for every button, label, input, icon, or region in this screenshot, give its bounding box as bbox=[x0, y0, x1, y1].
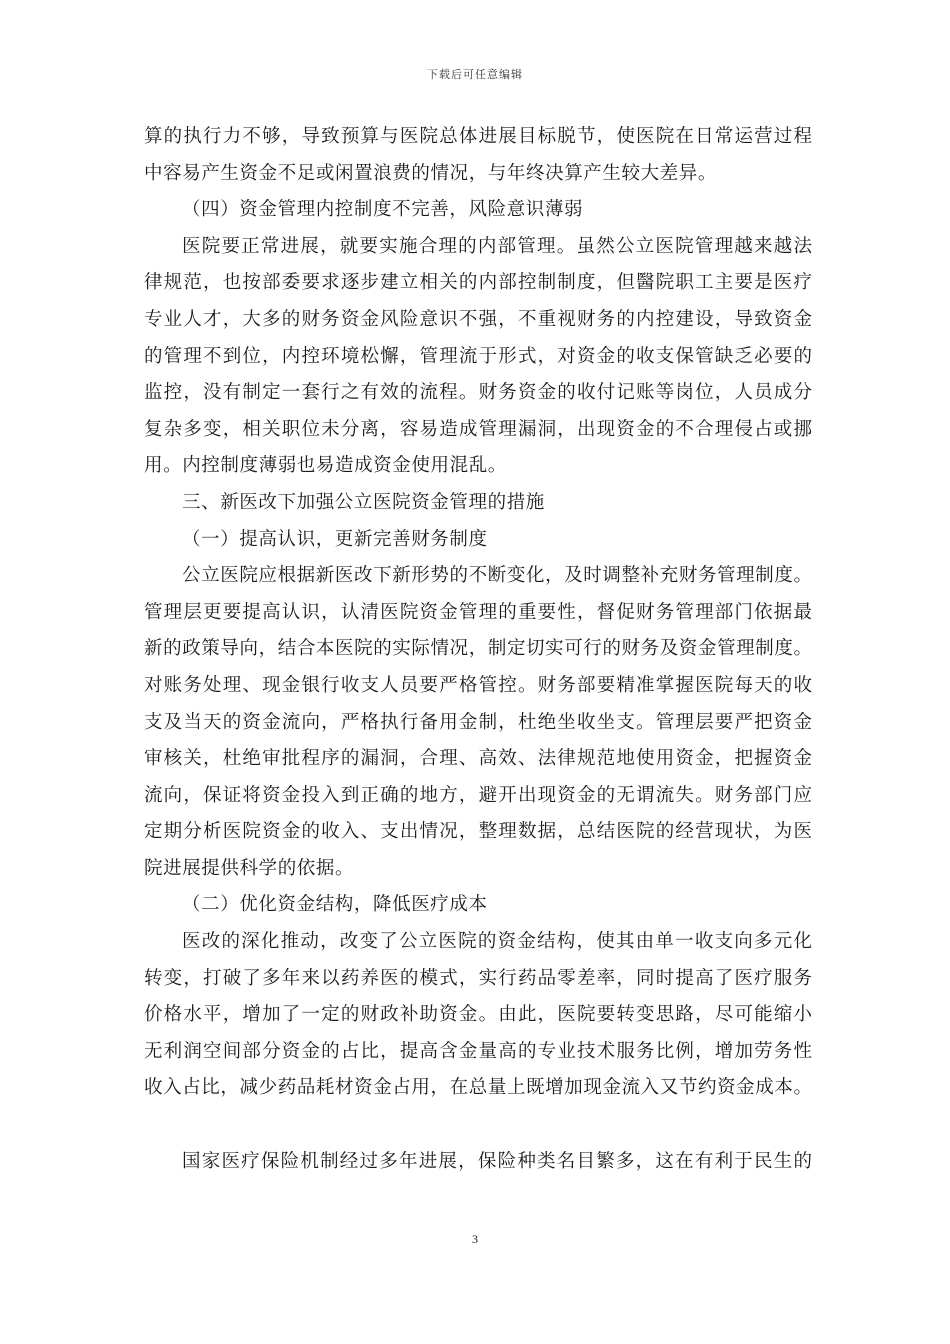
text-line: 对账务处理、现金银行收支人员要严格管控。财务部要精准掌握医院每天的收 bbox=[144, 674, 812, 696]
paragraph-gap bbox=[144, 1107, 812, 1144]
text-line: 收入占比，减少药品耗材资金占用，在总量上既增加现金流入又节约资金成本。 bbox=[144, 1077, 812, 1099]
text-line: 新的政策导向，结合本医院的实际情况，制定切实可行的财务及资金管理制度。 bbox=[144, 638, 812, 660]
text-line: 律规范，也按部委要求逐步建立相关的内部控制制度，但醫院职工主要是医疗 bbox=[144, 272, 812, 294]
text-line: 算的执行力不够，导致预算与医院总体进展目标脱节，使医院在日常运营过程 bbox=[144, 126, 812, 147]
text-line: 管理层更要提高认识，认清医院资金管理的重要性，督促财务管理部门依据最 bbox=[144, 601, 812, 623]
text-line: 专业人才，大多的财务资金风险意识不强，不重视财务的内控建设，导致资金 bbox=[144, 308, 812, 330]
text-line: 转变，打破了多年来以药养医的模式，实行药品零差率，同时提高了医疗服务 bbox=[144, 967, 812, 989]
section-heading: （二）优化资金结构，降低医疗成本 bbox=[182, 894, 488, 916]
text-line: 无利润空间部分资金的占比，提高含金量高的专业技术服务比例，增加劳务性 bbox=[144, 1040, 812, 1062]
text-line: 定期分析医院资金的收入、支出情况，整理数据，总结医院的经营现状，为医 bbox=[144, 821, 812, 843]
text-line: 监控，没有制定一套行之有效的流程。财务资金的收付记账等岗位，人员成分 bbox=[144, 382, 812, 404]
text-line: 审核关，杜绝审批程序的漏洞，合理、高效、法律规范地使用资金，把握资金 bbox=[144, 748, 812, 770]
text-line: 国家医疗保险机制经过多年进展，保险种类名目繁多，这在有利于民生的 bbox=[182, 1150, 812, 1172]
page-header: 下载后可任意编辑 bbox=[427, 68, 523, 81]
text-line: 复杂多变，相关职位未分离，容易造成管理漏洞，出现资金的不合理侵占或挪 bbox=[144, 418, 812, 440]
text-line: 院进展提供科学的依据。 bbox=[144, 857, 355, 879]
text-line: 的管理不到位，内控环境松懈，管理流于形式，对资金的收支保管缺乏必要的 bbox=[144, 345, 812, 367]
text-line: 医改的深化推动，改变了公立医院的资金结构，使其由单一收支向多元化 bbox=[182, 931, 812, 953]
text-line: 支及当天的资金流向，严格执行备用金制，杜绝坐收坐支。管理层要严把资金 bbox=[144, 711, 812, 733]
page-number: 3 bbox=[472, 1232, 478, 1246]
text-line: 公立医院应根据新医改下新形势的不断变化，及时调整补充财务管理制度。 bbox=[182, 565, 812, 587]
section-heading: 三、新医改下加强公立医院资金管理的措施 bbox=[182, 491, 545, 513]
section-heading: （一）提高认识，更新完善财务制度 bbox=[182, 528, 488, 550]
text-line: 医院要正常进展，就要实施合理的内部管理。虽然公立医院管理越来越法 bbox=[182, 235, 812, 257]
text-line: 价格水平，增加了一定的财政补助资金。由此，医院要转变思路，尽可能缩小 bbox=[144, 1004, 812, 1026]
text-line: 中容易产生资金不足或闲置浪费的情况，与年终决算产生较大差异。 bbox=[144, 162, 718, 184]
document-body bbox=[144, 119, 812, 1180]
text-line: 流向，保证将资金投入到正确的地方，避开出现资金的无谓流失。财务部门应 bbox=[144, 784, 812, 806]
text-line: 用。内控制度薄弱也易造成资金使用混乱。 bbox=[144, 455, 507, 477]
section-heading: （四）资金管理内控制度不完善，风险意识薄弱 bbox=[182, 199, 584, 221]
